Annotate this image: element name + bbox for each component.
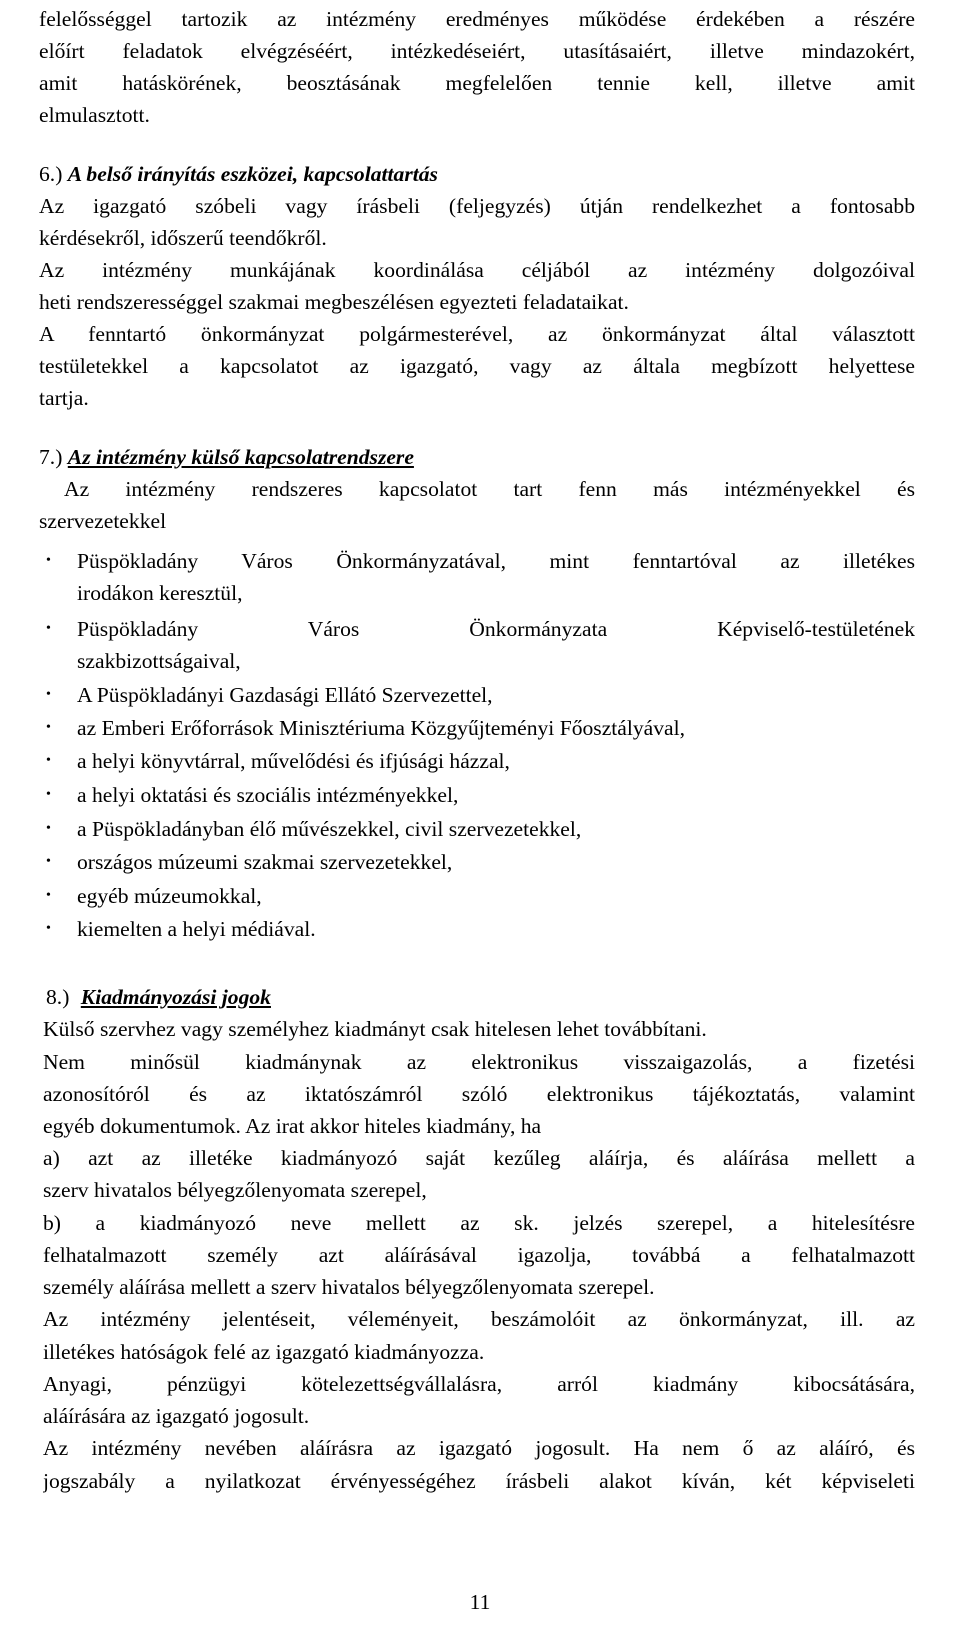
section-title: Kiadmányozási jogok (80, 985, 271, 1009)
bullet-icon: • (46, 787, 51, 802)
paragraph-line: felelősséggel tartozik az intézmény eredményes működése érdekében a részére (39, 7, 915, 31)
section-title: Az intézmény külső kapcsolatrendszere (67, 445, 414, 469)
paragraph-line: b) a kiadmányozó neve mellett az sk. jelzés szerepel, a hitelesítésre (43, 1211, 915, 1235)
list-item-text: a Püspökladányban élő művészekkel, civil szervezetekkel, (77, 817, 582, 841)
paragraph-line: kérdésekről, időszerű teendőkről. (39, 226, 327, 250)
paragraph-line: egyéb dokumentumok. Az irat akkor hiteles kiadmány, ha (43, 1114, 542, 1138)
paragraph-line: Az intézmény nevében aláírásra az igazgató jogosult. Ha nem ő az aláíró, és (43, 1436, 915, 1460)
paragraph-line: előírt feladatok elvégzéséért, intézkedéseiért, utasításaiért, illetve mindazokért, (39, 39, 915, 63)
section-7-heading (39, 441, 414, 473)
section-title: A belső irányítás eszközei, kapcsolattartás (67, 162, 438, 186)
paragraph-line: heti rendszerességgel szakmai megbeszélésen egyezteti feladataikat. (39, 290, 629, 314)
list-item-text: A Püspökladányi Gazdasági Ellátó Szervezettel, (77, 683, 493, 707)
bullet-icon: • (46, 553, 51, 568)
paragraph-line: Külső szervhez vagy személyhez kiadmányt csak hitelesen lehet továbbítani. (43, 1017, 707, 1041)
paragraph-line: Anyagi, pénzügyi kötelezettségvállalásra, arról kiadmány kibocsátására, (43, 1372, 915, 1396)
list-item-text: kiemelten a helyi médiával. (77, 917, 316, 941)
paragraph-line: aláírására az igazgató jogosult. (43, 1404, 310, 1428)
bullet-icon: • (46, 753, 51, 768)
paragraph-line: jogszabály a nyilatkozat érvényességéhez írásbeli alakot kíván, két képviseleti (43, 1469, 915, 1493)
list-item-text: az Emberi Erőforrások Minisztériuma Közgyűjteményi Főosztályával, (77, 716, 686, 740)
paragraph-line: Az igazgató szóbeli vagy írásbeli (feljegyzés) útján rendelkezhet a fontosabb (39, 194, 915, 218)
paragraph-line: szerv hivatalos bélyegzőlenyomata szerepel, (43, 1178, 427, 1202)
section-number: 6.) (39, 162, 63, 186)
paragraph-line: Nem minősül kiadmánynak az elektronikus visszaigazolás, a fizetési (43, 1050, 915, 1074)
bullet-icon: • (46, 888, 51, 903)
paragraph-line: Az intézmény munkájának koordinálása céljából az intézmény dolgozóival (39, 258, 915, 282)
list-item-text: országos múzeumi szakmai szervezetekkel, (77, 850, 453, 874)
paragraph-line: felhatalmazott személy azt aláírásával igazolja, továbbá a felhatalmazott (43, 1243, 915, 1267)
bullet-icon: • (46, 687, 51, 702)
paragraph-line: testületekkel a kapcsolatot az igazgató, vagy az általa megbízott helyettese (39, 354, 915, 378)
list-item-text: szakbizottságaival, (77, 649, 241, 673)
list-item-text: a helyi oktatási és szociális intézményekkel, (77, 783, 459, 807)
paragraph-line: elmulasztott. (39, 103, 150, 127)
bullet-icon: • (46, 921, 51, 936)
page-number: 11 (469, 1590, 491, 1614)
paragraph-line: a) azt az illetéke kiadmányozó saját kezűleg aláírja, és aláírása mellett a (43, 1146, 915, 1170)
section-8-heading (46, 981, 271, 1013)
list-item-text: Püspökladány Város Önkormányzata Képviselő-testületének (77, 617, 915, 641)
paragraph-line: személy aláírása mellett a szerv hivatalos bélyegzőlenyomata szerepel. (43, 1275, 655, 1299)
paragraph-line: amit hatáskörének, beosztásának megfelelően tennie kell, illetve amit (39, 71, 915, 95)
bullet-icon: • (46, 854, 51, 869)
list-item-text: Püspökladány Város Önkormányzatával, mint fenntartóval az illetékes (77, 549, 915, 573)
bullet-icon: • (46, 621, 51, 636)
list-item-text: a helyi könyvtárral, művelődési és ifjúsági házzal, (77, 749, 510, 773)
paragraph-line: szervezetekkel (39, 509, 167, 533)
bullet-icon: • (46, 821, 51, 836)
paragraph-line: illetékes hatóságok felé az igazgató kiadmányozza. (43, 1340, 485, 1364)
paragraph-line: Az intézmény jelentéseit, véleményeit, beszámolóit az önkormányzat, ill. az (43, 1307, 915, 1331)
bullet-icon: • (46, 720, 51, 735)
list-item-text: irodákon keresztül, (77, 581, 243, 605)
paragraph-line: tartja. (39, 386, 89, 410)
section-6-heading (39, 158, 438, 190)
list-item-text: egyéb múzeumokkal, (77, 884, 262, 908)
section-number: 7.) (39, 445, 63, 469)
paragraph-line: A fenntartó önkormányzat polgármesterével, az önkormányzat által választott (39, 322, 915, 346)
paragraph-line: Az intézmény rendszeres kapcsolatot tart fenn más intézményekkel és (64, 477, 915, 501)
section-number: 8.) (46, 985, 70, 1009)
paragraph-line: azonosítóról és az iktatószámról szóló elektronikus tájékoztatás, valamint (43, 1082, 915, 1106)
